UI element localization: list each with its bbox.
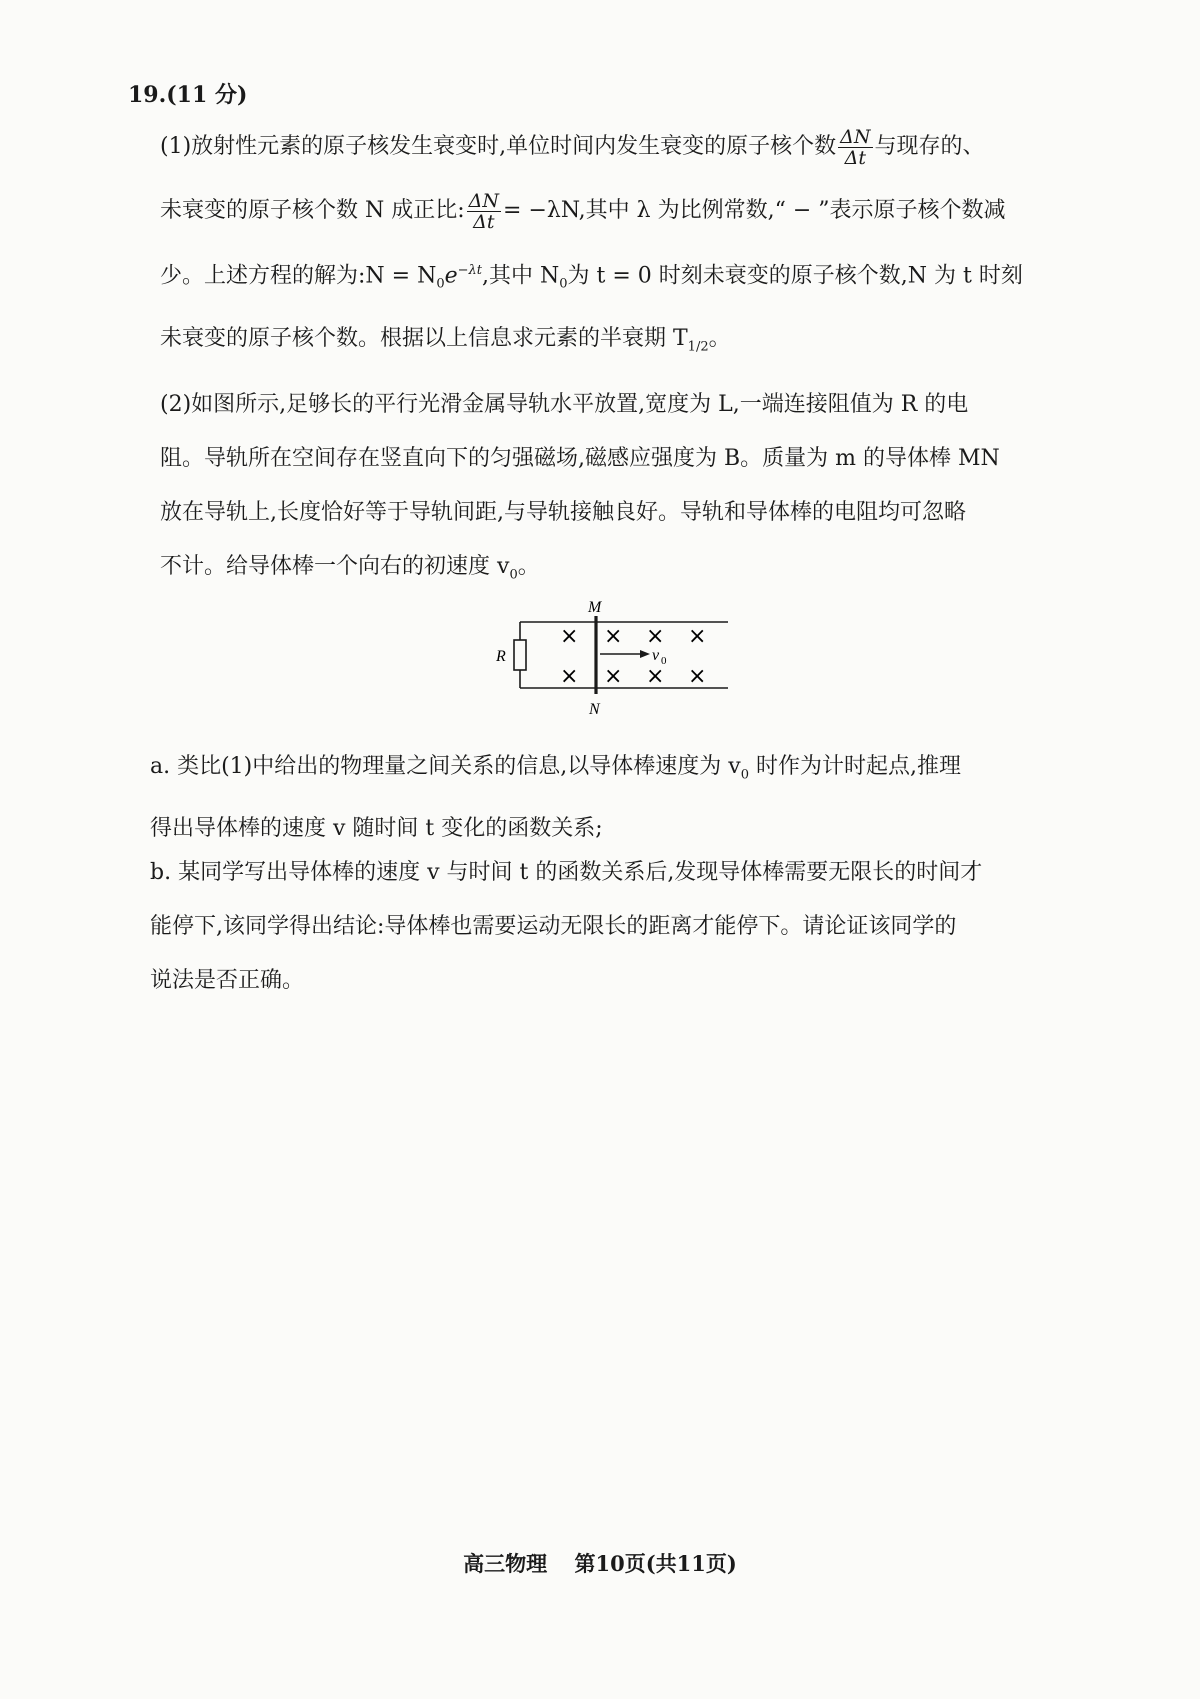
part-a-line-2: 得出导体棒的速度 v 随时间 t 变化的函数关系;	[150, 816, 603, 842]
part-a-line-1-a: a. 类比(1)中给出的物理量之间关系的信息,以导体棒速度为 v	[150, 754, 741, 779]
part-1-line-3-b: ,其中 N	[482, 263, 560, 289]
part-1-line-1-pre: (1)放射性元素的原子核发生衰变时,单位时间内发生衰变的原子核个数	[160, 134, 837, 159]
part-1-line-4	[160, 312, 1090, 374]
part-1-text	[160, 120, 1090, 374]
part-1-line-4-b: 。	[708, 325, 731, 351]
question-number: 19.(11 分)	[128, 82, 248, 108]
fraction-denominator-2: Δt	[473, 210, 495, 233]
part-b-line-3: 说法是否正确。	[150, 968, 305, 993]
page-footer	[0, 1548, 1200, 1578]
part-a-text	[150, 740, 1095, 856]
part-2-line-4	[160, 540, 1090, 602]
footer-subject: 高三物理	[463, 1551, 548, 1576]
part-a-line-1	[150, 740, 1095, 802]
label-v: v	[652, 647, 660, 664]
part-1-line-2	[160, 184, 1090, 238]
fraction-numerator-2: ΔN	[468, 189, 500, 212]
part-2-line-2: 阻。导轨所在空间存在竖直向下的匀强磁场,磁感应强度为 B。质量为 m 的导体棒 MN	[160, 446, 1000, 471]
field-mark: ×	[560, 664, 579, 689]
field-mark: ×	[604, 624, 623, 649]
part-2-text	[160, 378, 1090, 602]
half-life-sub: 1/2	[687, 339, 709, 355]
field-mark: ×	[688, 624, 707, 649]
fraction-numerator: ΔN	[840, 125, 871, 148]
part-1-line-2-post: = −λN,其中 λ 为比例常数,“ − ”表示原子核个数减	[503, 198, 1006, 223]
part-1-line-1-post: 与现存的、	[874, 134, 985, 159]
part-1-line-3-c: 为 t = 0 时刻未衰变的原子核个数,N 为 t 时刻	[567, 263, 1023, 289]
part-a-v0-sub: 0	[740, 767, 749, 783]
rail-diagram	[490, 600, 730, 720]
resistor	[514, 640, 526, 670]
field-mark: ×	[646, 664, 665, 689]
part-1-line-4-a: 未衰变的原子核个数。根据以上信息求元素的半衰期 T	[160, 325, 688, 351]
label-N: N	[589, 701, 600, 718]
label-R: R	[496, 648, 506, 665]
part-b-text	[150, 846, 1095, 1008]
field-mark: ×	[646, 624, 665, 649]
footer-page-number: 第10页(共11页)	[574, 1551, 737, 1576]
delta-fraction	[838, 127, 872, 168]
label-v-sub: 0	[661, 655, 667, 667]
part-1-line-2-pre: 未衰变的原子核个数 N 成正比:	[160, 198, 465, 223]
part-1-line-3-a: 少。上述方程的解为:N = N	[160, 263, 437, 289]
label-M: M	[588, 600, 602, 616]
exponent: −λt	[457, 263, 483, 278]
sub-1: 0	[559, 276, 568, 292]
euler-e: e	[444, 263, 458, 289]
part-2-line-3: 放在导轨上,长度恰好等于导轨间距,与导轨接触良好。导轨和导体棒的电阻均可忽略	[160, 500, 966, 525]
part-2-line-4-b: 。	[517, 554, 540, 579]
part-a-line-1-b: 时作为计时起点,推理	[748, 754, 961, 779]
part-2-line-1: (2)如图所示,足够长的平行光滑金属导轨水平放置,宽度为 L,一端连接阻值为 R 的电	[160, 392, 969, 417]
delta-fraction-2	[467, 191, 501, 232]
field-mark: ×	[604, 664, 623, 689]
part-1-line-1	[160, 120, 1090, 174]
v0-sub: 0	[509, 567, 518, 583]
field-mark: ×	[560, 624, 579, 649]
sub-0: 0	[436, 276, 445, 292]
fraction-denominator: Δt	[844, 146, 867, 169]
velocity-arrow-head	[640, 650, 650, 658]
part-1-line-3	[160, 244, 1090, 312]
part-b-line-1: b. 某同学写出导体棒的速度 v 与时间 t 的函数关系后,发现导体棒需要无限长的时间才	[150, 860, 983, 885]
part-b-line-2: 能停下,该同学得出结论:导体棒也需要运动无限长的距离才能停下。请论证该同学的	[150, 914, 957, 939]
field-mark: ×	[688, 664, 707, 689]
part-2-line-4-a: 不计。给导体棒一个向右的初速度 v	[160, 554, 510, 579]
